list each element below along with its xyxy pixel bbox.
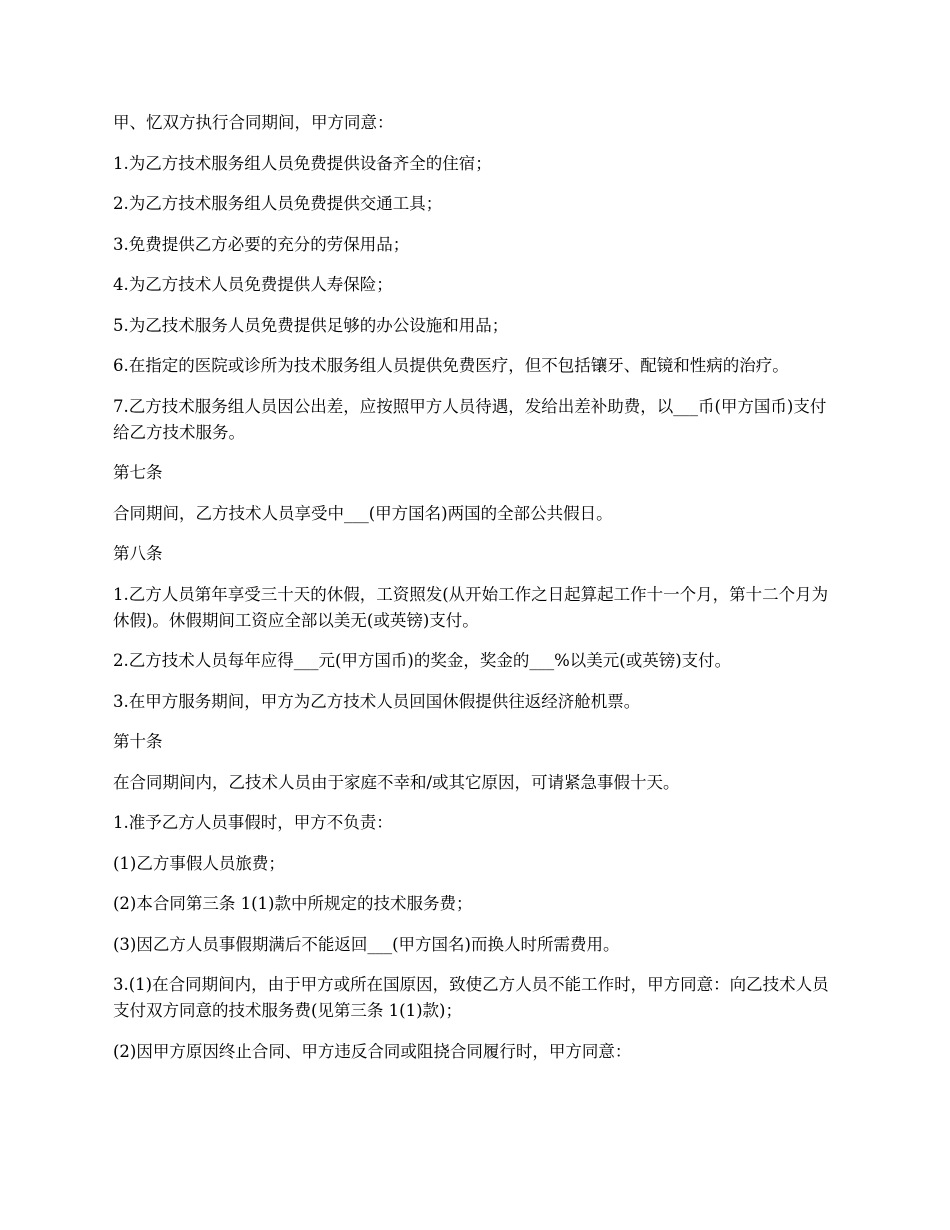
paragraph-item-7: 7.乙方技术服务组人员因公出差，应按照甲方人员待遇，发给出差补助费，以___币(甲方国币)支付给乙方技术服务。: [113, 396, 827, 442]
paragraph-item-2: 2.为乙方技术服务组人员免费提供交通工具；: [113, 194, 443, 213]
paragraph-article-10-item-3: 3.(1)在合同期间内，由于甲方或所在国原因，致使乙方人员不能工作时，甲方同意：向乙技术人员支付双方同意的技术服务费(见第三条 1(1)款)；: [113, 975, 829, 1020]
paragraph-article-10-body: 在合同期间内，乙技术人员由于家庭不幸和/或其它原因，可请紧急事假十天。: [113, 772, 680, 792]
paragraph-intro: 甲、忆双方执行合同期间，甲方同意：: [113, 113, 394, 132]
paragraph-article-8-item-2: 2.乙方技术人员每年应得___元(甲方国币)的奖金，奖金的___%以美元(或英镑)支付。: [113, 651, 732, 670]
paragraph-sub-item-1: (1)乙方事假人员旅费；: [113, 853, 285, 873]
paragraph-item-4: 4.为乙方技术人员免费提供人寿保险；: [113, 275, 393, 294]
paragraph-article-10-item-1: 1.准予乙方人员事假时，甲方不负责：: [113, 813, 393, 832]
paragraph-item-5: 5.为乙技术服务人员免费提供足够的办公设施和用品；: [113, 315, 509, 335]
paragraph-article-10-item-3-sub-2: (2)因甲方原因终止合同、甲方违反合同或阻挠合同履行时，甲方同意：: [113, 1041, 632, 1061]
paragraph-sub-item-3: (3)因乙方人员事假期满后不能返回___(甲方国名)而换人时所需费用。: [113, 934, 620, 954]
paragraph-article-8-item-1: 1.乙方人员第年享受三十天的休假，工资照发(从开始工作之日起算起工作十一个月，第十二个月为休假)。休假期间工资应全部以美无(或英镑)支付。: [113, 584, 829, 630]
paragraph-item-6: 6.在指定的医院或诊所为技术服务组人员提供免费医疗，但不包括镶牙、配镜和性病的治疗。: [113, 356, 789, 375]
document-body: [113, 110, 838, 1079]
paragraph-item-1: 1.为乙方技术服务组人员免费提供设备齐全的住宿；: [113, 153, 492, 173]
section-heading-article-8: 第八条: [113, 544, 163, 563]
section-heading-article-7: 第七条: [113, 463, 163, 482]
paragraph-item-3: 3.免费提供乙方必要的充分的劳保用品；: [113, 234, 410, 254]
paragraph-article-8-item-3: 3.在甲方服务期间，甲方为乙方技术人员回国休假提供往返经济舱机票。: [113, 691, 641, 711]
paragraph-article-7-body: 合同期间，乙方技术人员享受中___(甲方国名)两国的全部公共假日。: [113, 503, 613, 523]
paragraph-sub-item-2: (2)本合同第三条 1(1)款中所规定的技术服务费；: [113, 894, 473, 913]
section-heading-article-10: 第十条: [113, 732, 163, 751]
